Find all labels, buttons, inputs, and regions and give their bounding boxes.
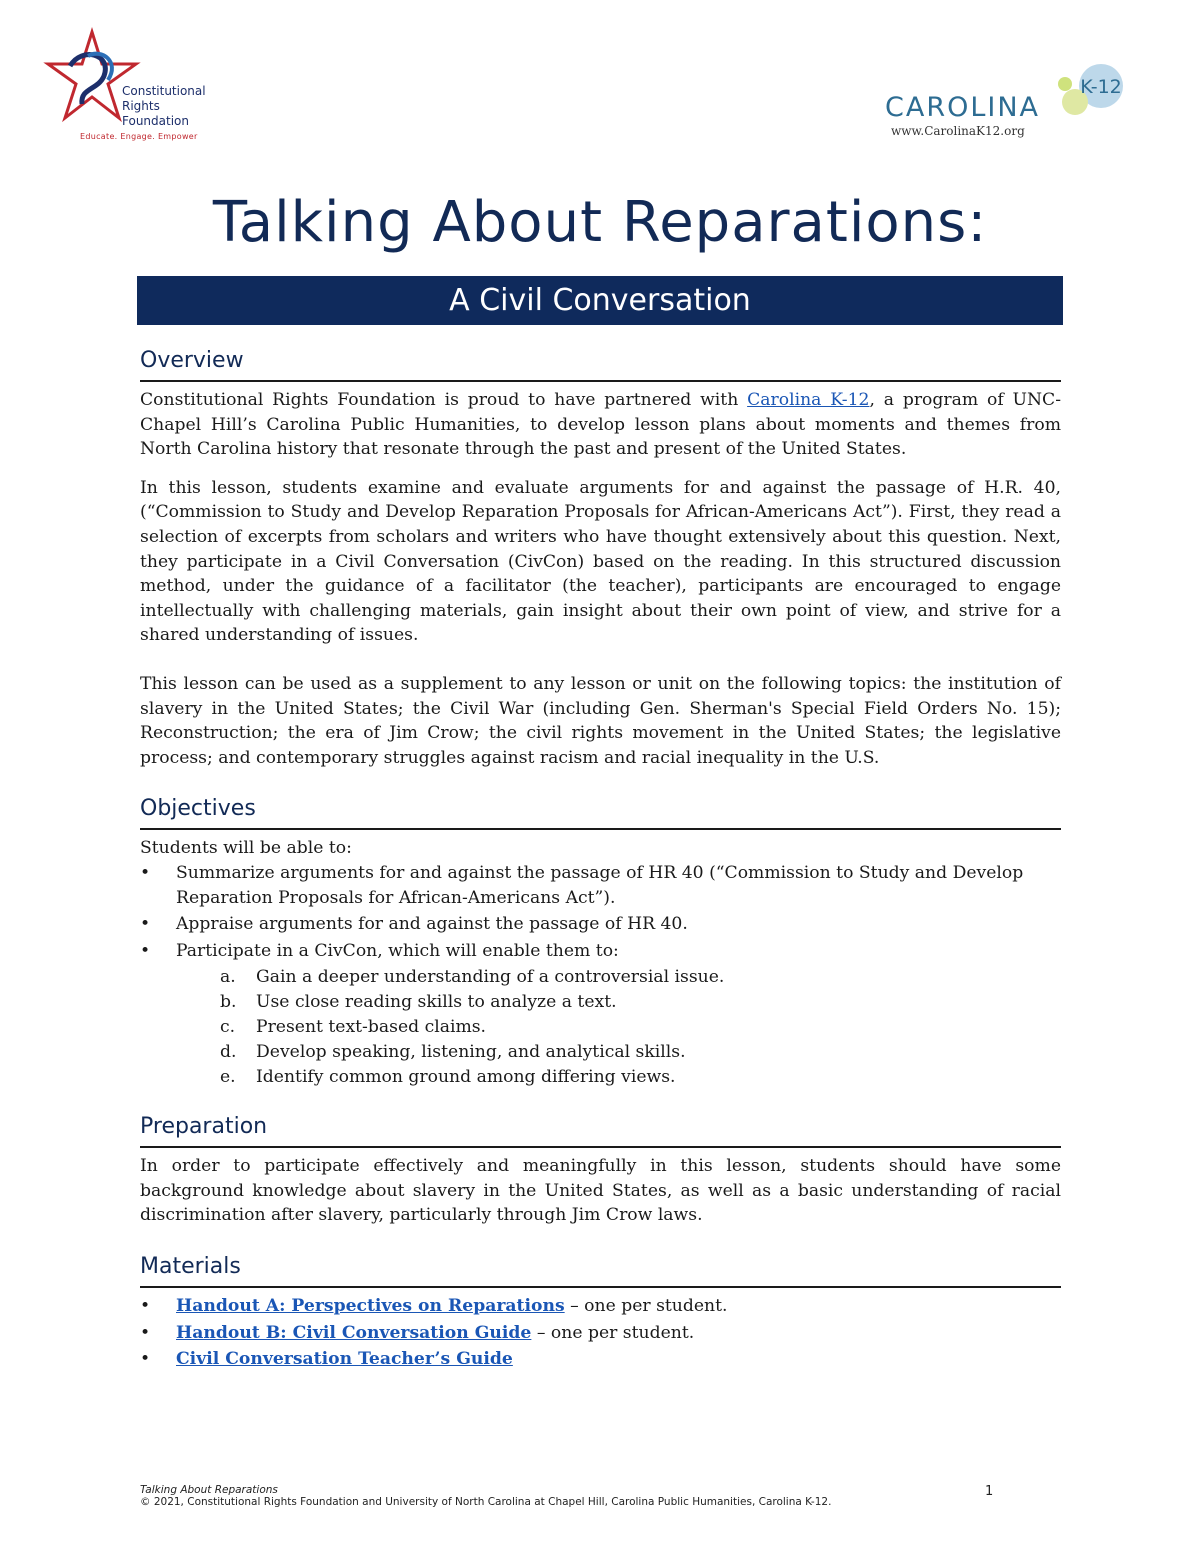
teacher-guide-link[interactable]: Civil Conversation Teacher’s Guide <box>176 1349 513 1370</box>
carolina-k12-logo <box>885 62 1135 144</box>
list-item: • Participate in a CivCon, which will enable them to: <box>140 939 1061 964</box>
list-item: a. Gain a deeper understanding of a controversial issue. <box>220 967 725 988</box>
materials-list <box>140 1294 1061 1372</box>
list-item: c. Present text-based claims. <box>220 1017 487 1038</box>
preparation-heading: Preparation <box>140 1114 1061 1148</box>
handout-b-link[interactable]: Handout B: Civil Conversation Guide <box>176 1322 532 1343</box>
k12-bubbles-icon <box>1053 62 1135 122</box>
overview-paragraph-2: In this lesson, students examine and evaluate arguments for and against the passage of H.R. 40, (“Commission to Study and Develop Reparation Proposals for African-Americans Act”). First, they read a selection of excerpts from scholars and writers who have thought extensively about this question. Next, they participate in a Civil Conversation (CivCon) based on the reading. In this structured discussion method, under the guidance of a facilitator (the teacher), participants are encouraged to engage intellectually with challenging materials, gain insight about their own point of view, and strive for a shared understanding of issues. <box>140 477 1061 646</box>
objectives-intro: Students will be able to: <box>140 838 352 859</box>
list-item: • Handout A: Perspectives on Reparations – one per student. <box>140 1294 1061 1319</box>
list-item: b. Use close reading skills to analyze a text. <box>220 992 617 1013</box>
overview-paragraph-3: This lesson can be used as a supplement to any lesson or unit on the following topics: the institution of slavery in the United States; the Civil War (including Gen. Sherman's Special Field Orders No. 15); Reconstruction; the era of Jim Crow; the civil rights movement in the United States; the legislative process; and contemporary struggles against racism and racial inequality in the U.S. <box>140 673 1061 768</box>
preparation-paragraph: In order to participate effectively and meaningfully in this lesson, students should have some background knowledge about slavery in the United States, as well as a basic understanding of racial discrimination after slavery, particularly through Jim Crow laws. <box>140 1156 1061 1226</box>
footer <box>140 1484 1000 1508</box>
crf-name: Constitutional Rights Foundation <box>122 84 206 128</box>
overview-paragraph-1: Constitutional Rights Foundation is proud to have partnered with Carolina K-12, a program of UNC-Chapel Hill’s Carolina Public Humanities, to develop lesson plans about moments and themes from North Carolina history that resonate through the past and present of the United States. <box>140 390 1061 460</box>
crf-logo <box>42 26 212 146</box>
page-title: Talking About Reparations: <box>212 190 988 255</box>
objectives-list <box>140 861 1061 963</box>
subtitle-bar: A Civil Conversation <box>137 276 1063 325</box>
page-number: 1 <box>985 1484 994 1499</box>
carolina-url: www.CarolinaK12.org <box>891 124 1025 138</box>
list-item: • Summarize arguments for and against the passage of HR 40 (“Commission to Study and Develop Reparation Proposals for African-Americans Act”). <box>140 861 1061 910</box>
handout-a-link[interactable]: Handout A: Perspectives on Reparations <box>176 1296 565 1317</box>
list-item: d. Develop speaking, listening, and analytical skills. <box>220 1042 686 1063</box>
carolina-k12-link[interactable]: Carolina K-12 <box>747 390 870 410</box>
crf-tagline: Educate. Engage. Empower <box>80 132 198 141</box>
objectives-heading: Objectives <box>140 796 1061 830</box>
list-item: • Appraise arguments for and against the passage of HR 40. <box>140 912 1061 937</box>
overview-heading: Overview <box>140 348 1061 382</box>
objectives-sublist <box>140 965 1061 1090</box>
list-item: e. Identify common ground among differing views. <box>220 1067 676 1088</box>
footer-title: Talking About Reparations <box>140 1484 278 1496</box>
k12-text: K-12 <box>1080 76 1122 98</box>
footer-copyright: © 2021, Constitutional Rights Foundation and University of North Carolina at Chapel Hill, Carolina Public Humanities, Carolina K-12. <box>140 1496 832 1508</box>
carolina-word: CAROLINA <box>885 92 1041 123</box>
materials-heading: Materials <box>140 1254 1061 1288</box>
main-content <box>140 348 1061 1374</box>
list-item <box>140 1347 1061 1372</box>
list-item: • Handout B: Civil Conversation Guide – one per student. <box>140 1321 1061 1346</box>
